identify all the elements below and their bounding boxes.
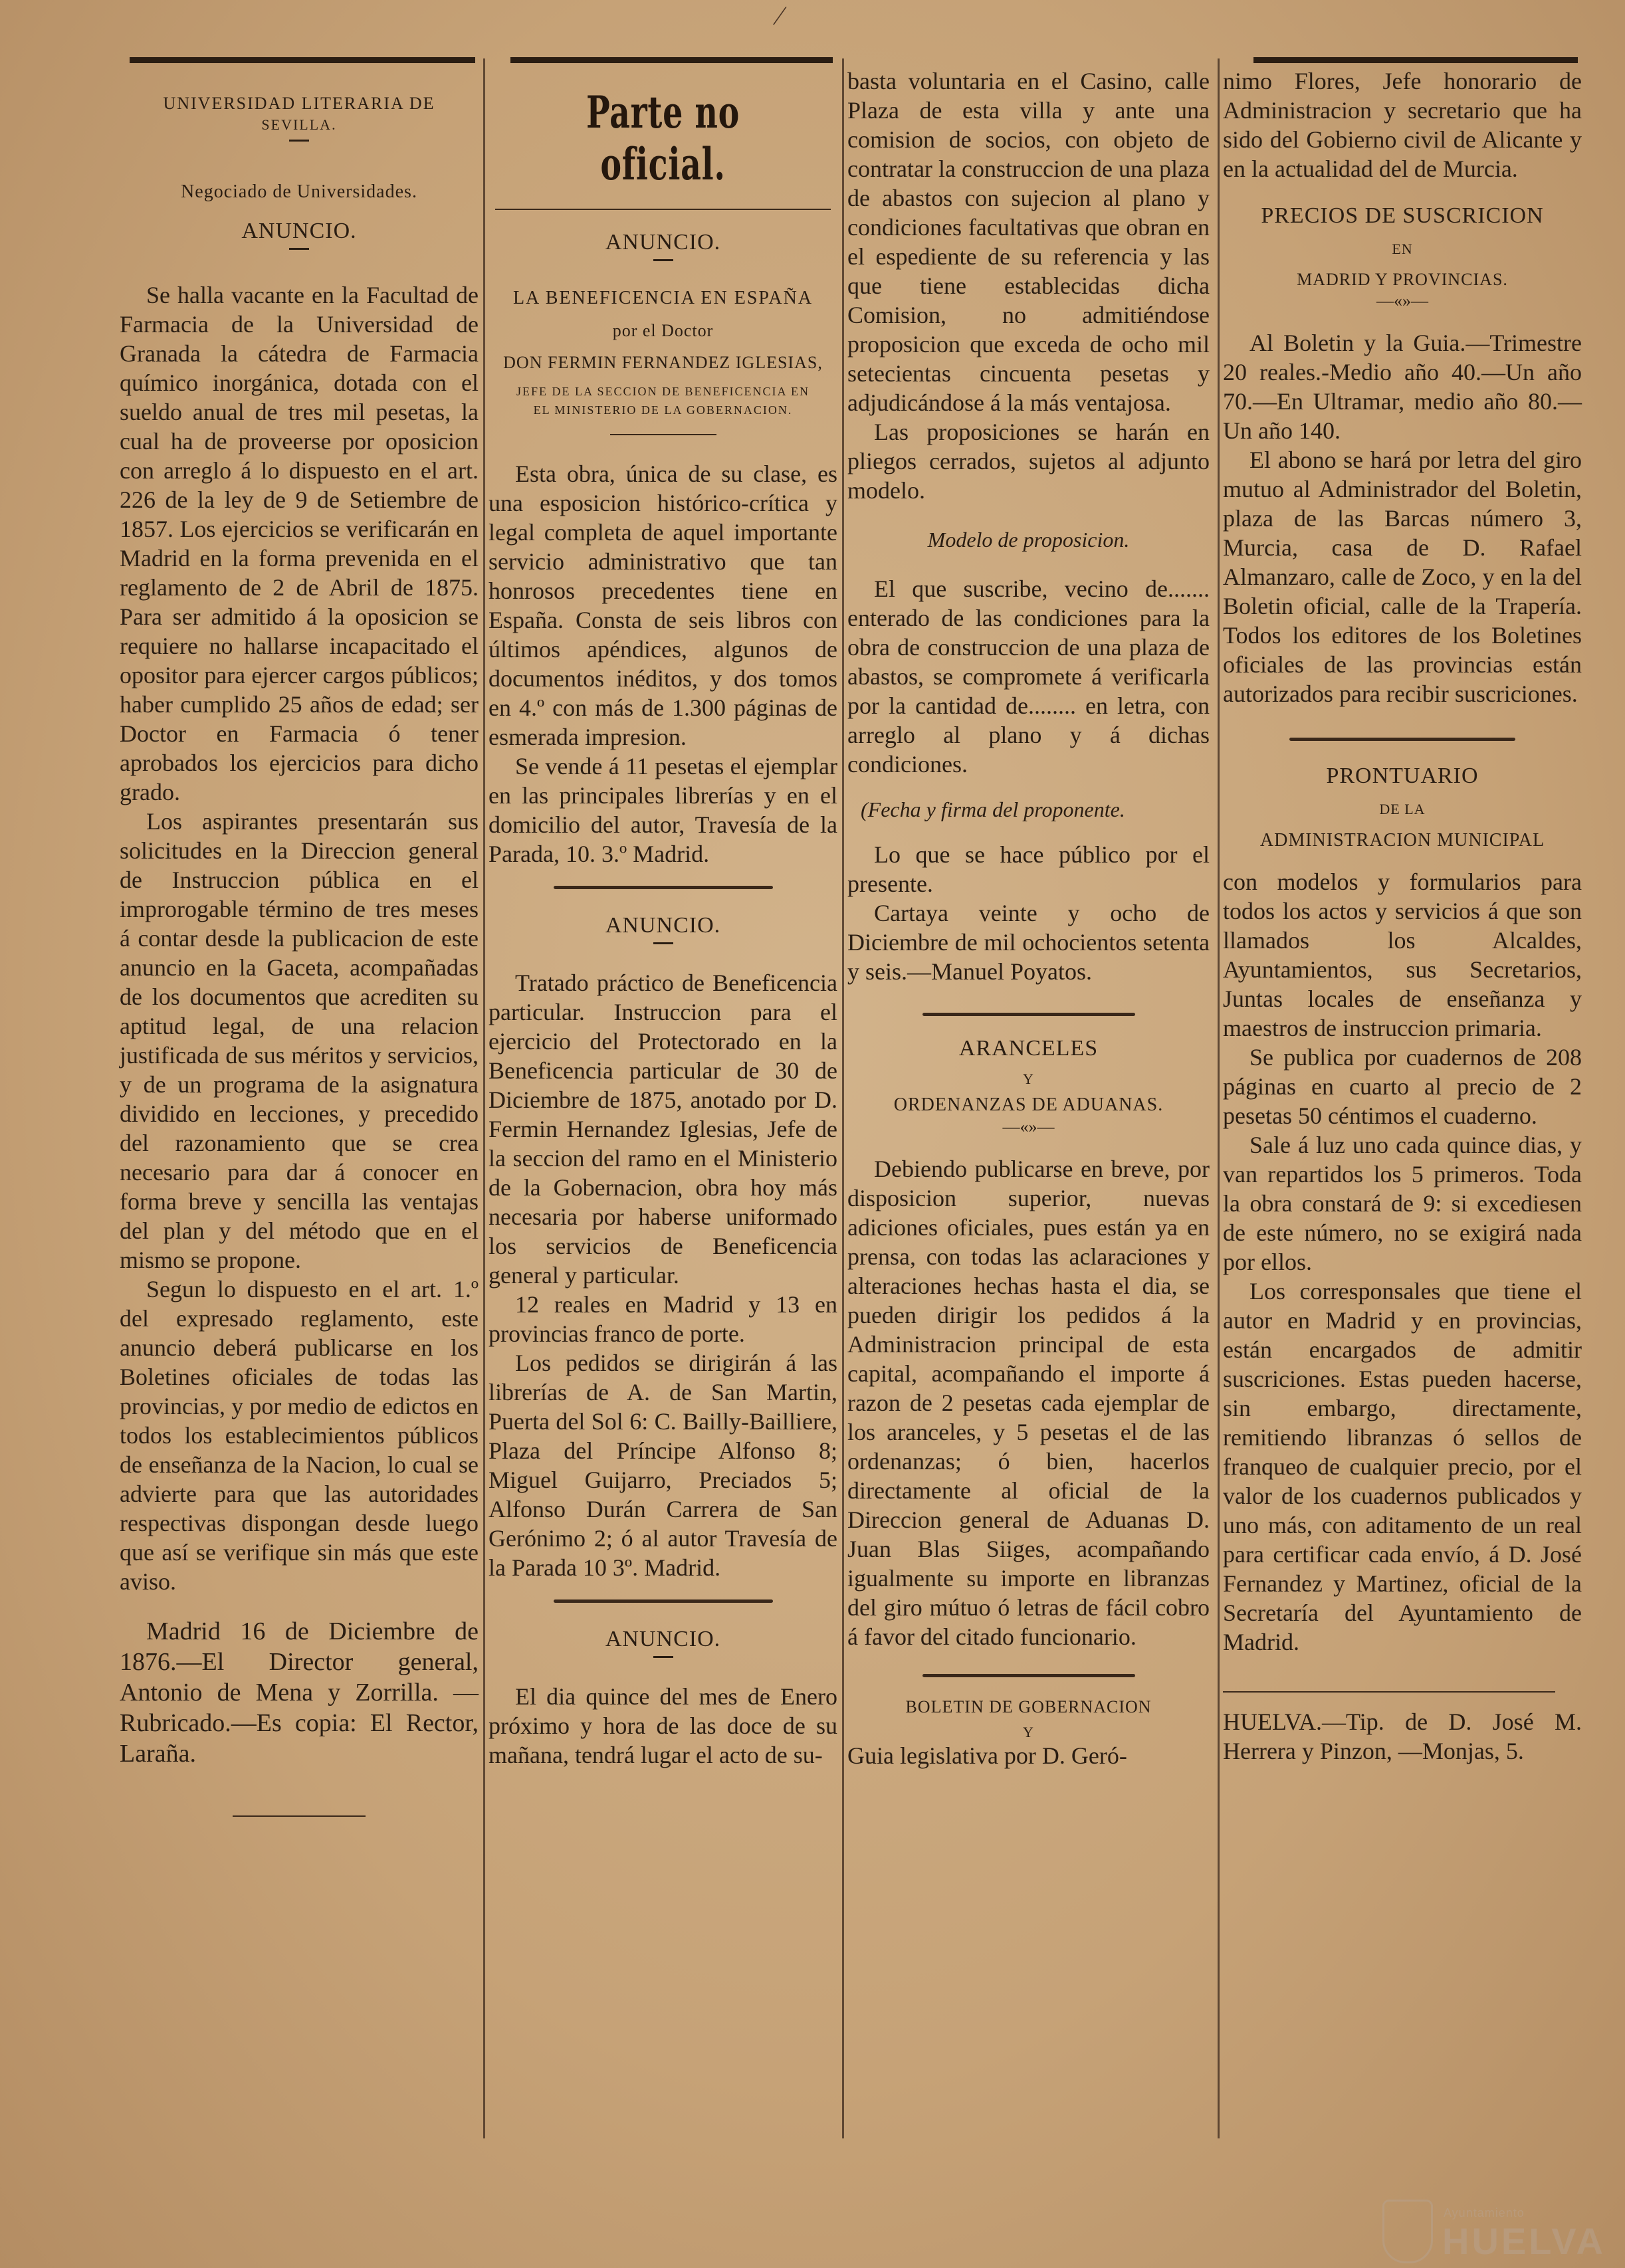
book-author: DON FERMIN FERNANDEZ IGLESIAS,	[503, 353, 823, 372]
paragraph: Esta obra, única de su clase, es una esposicion histórico-crítica y legal completa de aquel importante servicio administrativo que tan honrosos precedentes tiene en España. Consta de seis libros con últimos apéndices, algunos de documentos inéditos, y dos tomos en 4.º con más de 1.300 páginas de esmerada impresion.	[488, 461, 837, 750]
paragraph: Lo que se hace público por el presente.	[847, 841, 1210, 897]
paragraph: nimo Flores, Jefe honorario de Administracion y secretario que ha sido del Gobierno civil de Alicante y en la actualidad del de Murcia.	[1223, 68, 1582, 182]
paragraph: Los aspirantes presentarán sus solicitudes en la Direccion general de Instruccion pública en el improrogable término de tres meses á contar desde la publicacion de este anuncio en la Gaceta, acompañadas de los documentos que acrediten su aptitud legal, de una relacion justificada de sus méritos y servicios, y de un programa de la asignatura dividido en lecciones, y precedido del razonamiento que se crea necesario para dar á conocer en forma breve y sencilla las ventajas del plan y del método que en el mismo se propone.	[120, 808, 479, 1273]
crest-icon	[1382, 2200, 1433, 2263]
paragraph: Se halla vacante en la Facultad de Farmacia de la Universidad de Granada la cátedra de Farmacia químico inorgánica, dotada con el sueldo anual de tres mil pesetas, la cual ha de proveerse por oposicion con arreglo á lo dispuesto en el art. 226 de la ley de 9 de Setiembre de 1857. Los ejercicios se verificarán en Madrid en la forma prevenida en el reglamento de 2 de Abril de 1875. Para ser admitido á la oposicion se requiere no hallarse incapacitado el opositor para ejercer cargos públicos; haber cumplido 25 años de edad; ser Doctor en Farmacia ó tener aprobados los ejercicios para dicho grado.	[120, 282, 479, 805]
madrid-provincias: MADRID Y PROVINCIAS.	[1297, 270, 1508, 289]
paragraph: basta voluntaria en el Casino, calle Plaza de esta villa y ante una comision de socios, con objeto de contratar la construccion de una plaza de abastos con sujecion al plano y condiciones facultativas que obran en el espediente de su referencia y las que tiene establecidas dicha Comision, no admitiéndose proposicion que exceda de ocho mil setecientas cincuenta pesetas y adjudicándose á la más ventajosa.	[847, 68, 1210, 416]
paragraph: Sale á luz uno cada quince dias, y van repartidos los 5 primeros. Toda la obra constará de 9: si excediesen de este número, no se exigirá nada por ellos.	[1223, 1132, 1582, 1275]
anuncio-heading: ANUNCIO.	[605, 230, 721, 255]
ornament: —«»—	[1002, 1117, 1055, 1136]
book-title: LA BENEFICENCIA EN ESPAÑA	[512, 288, 813, 308]
archive-watermark	[1382, 2200, 1606, 2262]
paragraph: El abono se hará por letra del giro mutuo al Administrador del Boletin, plaza de las Barcas número 3, Murcia, casa de D. Rafael Almanzaro, calle de Zoco, y en la del Boletin oficial, calle de la Trapería. Todos los editores de los Boletines oficiales de las provincias están autorizados para recibir suscriciones.	[1223, 447, 1582, 707]
column-rule	[842, 58, 844, 2138]
admin-municipal-heading: ADMINISTRACION MUNICIPAL	[1259, 830, 1545, 851]
anuncio-heading: ANUNCIO.	[241, 219, 357, 243]
watermark-subtitle: Ayuntamiento	[1444, 2206, 1525, 2219]
paragraph: Segun lo dispuesto en el art. 1.º del expresado reglamento, este anuncio deberá publicarse en los Boletines oficiales de todas las provincias, y por medio de edictos en todos los establecimientos públicos de enseñanza de la Nacion, lo cual se advierte para que las autoridades respectivas dispongan desde luego que así se verifique sin más que este aviso.	[120, 1276, 479, 1595]
author-role: EL MINISTERIO DE LA GOBERNACION.	[533, 403, 793, 417]
date-signature-note: (Fecha y firma del proponente.	[861, 797, 1125, 821]
en-word: EN	[1392, 241, 1413, 257]
university-city: SEVILLA.	[261, 116, 337, 133]
and-word: Y	[1023, 1724, 1034, 1740]
anuncio-heading: ANUNCIO.	[605, 1627, 721, 1651]
paragraph: 12 reales en Madrid y 13 en provincias franco de porte.	[488, 1291, 837, 1347]
paragraph: con modelos y formularios para todos los actos y servicios á que son llamados los Alcaldes, Ayuntamientos, sus Secretarios, Juntas locales de enseñanza y maestros de instruccion primaria.	[1223, 869, 1582, 1041]
column-1	[120, 0, 479, 1817]
paragraph: Los corresponsales que tiene el autor en Madrid y en provincias, están encargados de admitir suscriciones. Estas pueden hacerse, sin embargo, directamente, remitiendo libranzas ó sellos de franqueo de cualquier precio, por el valor de los cuadernos publicados y uno más, con aditamento de un real para certificar cada envío, á D. José Fernandez y Martinez, oficial de la Secretaría del Ayuntamiento de Madrid.	[1223, 1278, 1582, 1655]
paragraph: Cartaya veinte y ocho de Diciembre de mil ochocientos setenta y seis.—Manuel Poyatos.	[847, 900, 1210, 985]
column-rule	[483, 58, 485, 2138]
model-heading: Modelo de proposicion.	[927, 528, 1130, 552]
paragraph: Al Boletin y la Guia.—Trimestre 20 reales.-Medio año 40.—Un año 70.—En Ultramar, medio año 80.—Un año 140.	[1223, 330, 1582, 444]
university-header: UNIVERSIDAD LITERARIA DE	[163, 94, 435, 113]
precios-heading: PRECIOS DE SUSCRICION	[1261, 203, 1544, 228]
ordenanzas-heading: ORDENANZAS DE ADUANAS.	[893, 1094, 1164, 1115]
de-la-word: DE LA	[1379, 801, 1426, 817]
ornament: —«»—	[1376, 291, 1428, 310]
aranceles-heading: ARANCELES	[958, 1036, 1099, 1061]
paragraph: El que suscribe, vecino de....... enterado de las condiciones para la obra de construccion de una plaza de abastos, se compromete á verificarla por la cantidad de........ en letra, con arreglo al plano y á dichas condiciones.	[847, 575, 1210, 777]
column-3	[847, 0, 1210, 1770]
watermark-name: HUELVA	[1442, 2220, 1606, 2262]
column-4	[1223, 0, 1582, 1766]
paragraph: Las proposiciones se harán en pliegos cerrados, sujetos al adjunto modelo.	[847, 419, 1210, 504]
paragraph: El dia quince del mes de Enero próximo y hora de las doce de su mañana, tendrá lugar el acto de su-	[488, 1683, 837, 1768]
end-rule	[233, 1815, 366, 1817]
paragraph: Se publica por cuadernos de 208 páginas en cuarto al precio de 2 pesetas 50 céntimos el cuaderno.	[1223, 1044, 1582, 1129]
paragraph: Debiendo publicarse en breve, por disposicion superior, nuevas adiciones oficiales, pues están ya en prensa, con todas las aclaraciones y alteraciones hechas hasta el dia, se pueden dirigir los pedidos á la Administracion principal de esta capital, acompañando el importe á razon de 2 pesetas cada ejemplar de los aranceles, y 5 pesetas el de las ordenanzas; ó bien, hacerlos directamente al oficial de la Direccion general de Aduanas D. Juan Blas Siiges, acompañando igualmente su importe en libranzas del giro mútuo ó letras de fácil cobro á favor del citado funcionario.	[847, 1156, 1210, 1650]
and-word: Y	[1023, 1071, 1034, 1087]
boletin-heading: BOLETIN DE GOBERNACION	[905, 1697, 1152, 1716]
paragraph: Se vende á 11 pesetas el ejemplar en las principales librerías y en el domicilio del autor, Travesía de la Parada, 10. 3.º Madrid.	[488, 753, 837, 867]
subhead: Negociado de Universidades.	[181, 181, 417, 202]
column-rule	[1218, 58, 1220, 2138]
paragraph: Los pedidos se dirigirán á las librerías de A. de San Martin, Puerta del Sol 6: C. Bailly-Bailliere, Plaza del Príncipe Alfonso 8; Miguel Guijarro, Preciados 5; Alfonso Durán Carrera de San Gerónimo 2; ó al autor Travesía de la Parada 10 3º. Madrid.	[488, 1350, 837, 1581]
paragraph: Guia legislativa por D. Geró-	[847, 1742, 1127, 1769]
column-2	[488, 0, 837, 1770]
page-mark: ⁄	[778, 1, 782, 31]
signature-block: Madrid 16 de Diciembre de 1876.—El Director general, Antonio de Mena y Zorrilla. —Rubricado.—Es copia: El Rector, Laraña.	[120, 1617, 479, 1768]
book-by: por el Doctor	[612, 321, 714, 340]
prontuario-heading: PRONTUARIO	[1326, 764, 1479, 788]
author-role: JEFE DE LA SECCION DE BENEFICENCIA EN	[516, 385, 810, 398]
paragraph: Tratado práctico de Beneficencia particular. Instruccion para el ejercicio del Protectorado en la Beneficencia particular de 30 de Diciembre de 1875, anotado por D. Fermin Hernandez Iglesias, Jefe de la seccion del ramo en el Ministerio de la Gobernacion, obra hoy más necesaria por haberse uniformado los servicios de Beneficencia general y particular.	[488, 970, 837, 1289]
section-title: Parte no oficial.	[586, 86, 740, 190]
anuncio-heading: ANUNCIO.	[605, 913, 721, 938]
printer-imprint: HUELVA.—Tip. de D. José M. Herrera y Pinzon, —Monjas, 5.	[1223, 1708, 1582, 1764]
